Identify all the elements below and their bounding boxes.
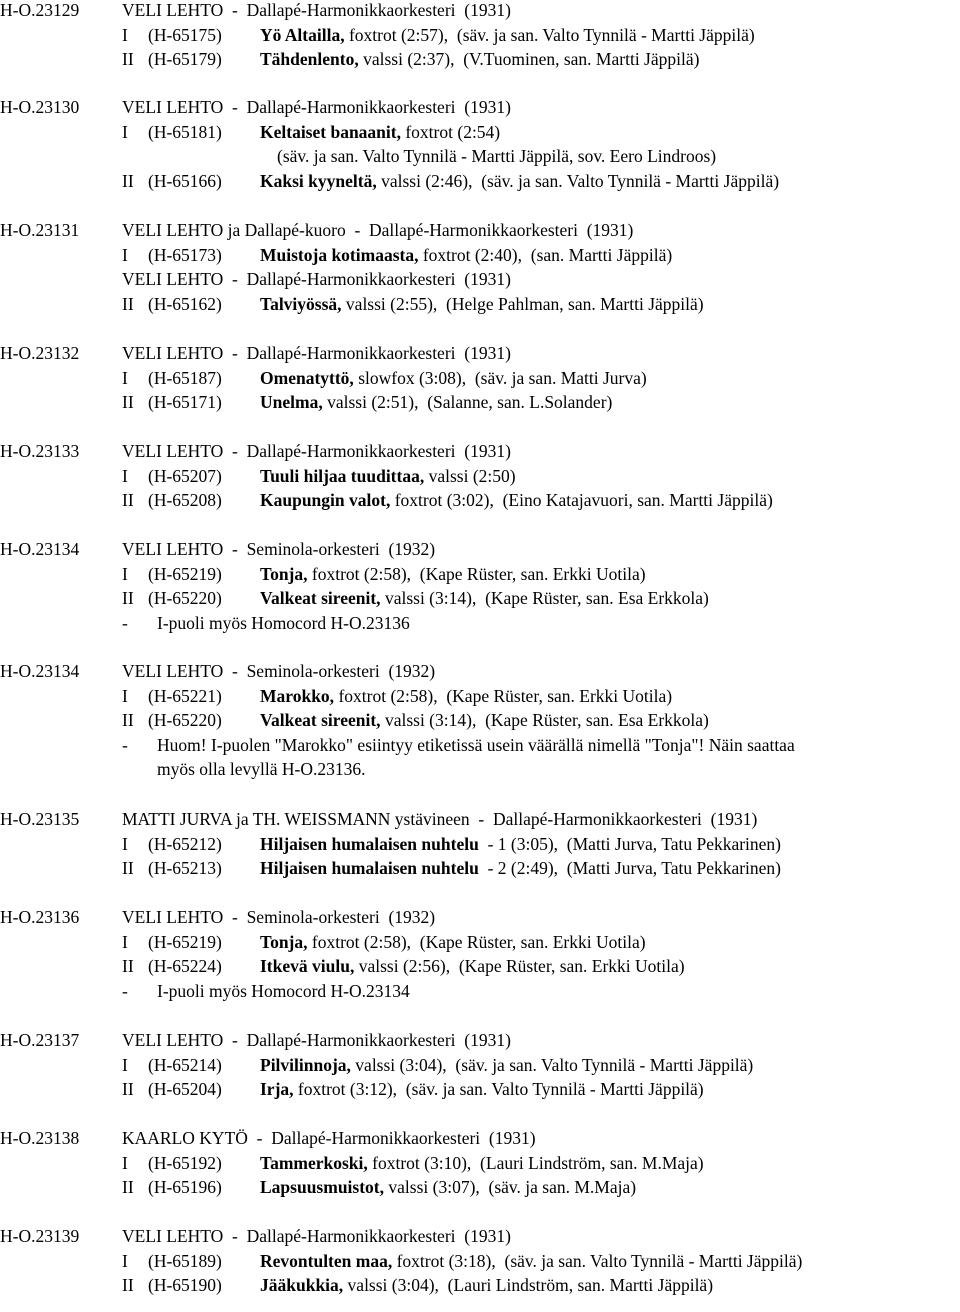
song-title: Tonja, [260,931,308,952]
side-label: II [122,1177,134,1198]
artist-orchestra: VELI LEHTO - Dallapé-Harmonikkaorkesteri (1931) [122,1030,511,1050]
song-details [260,832,781,857]
song-title: Unelma, [260,392,323,413]
side-row [0,856,960,881]
side-row [0,586,960,611]
song-details [260,1273,713,1298]
song-credits: (säv. ja san. Valto Tynnilä - Martti Jäppilä, sov. Eero Lindroos) [277,146,717,167]
catalog-number: H-O.23135 [0,809,80,829]
side-row [0,562,960,587]
song-info: foxtrot (3:10), (Lauri Lindström, san. M.Maja) [367,1152,704,1173]
matrix-number: (H-65162) [148,293,222,314]
side-label: II [122,49,134,70]
side-row [0,832,960,857]
side-row [0,1053,960,1078]
note-row [0,733,960,758]
entry-header-row [0,537,960,562]
matrix-number: (H-65220) [148,588,222,609]
matrix-number: (H-65213) [148,858,222,879]
song-details [260,930,646,955]
song-info: foxtrot (3:02), (Eino Katajavuori, san. Martti Jäppilä) [390,490,773,511]
side-label: I [122,563,128,584]
song-info: foxtrot (2:58), (Kape Rüster, san. Erkki Uotila) [307,931,646,952]
side-row [0,464,960,489]
song-title: Irja, [260,1079,294,1100]
entry-header-row [0,0,960,23]
side-label: II [122,490,134,511]
song-details [260,464,516,489]
side-label: I [122,24,128,45]
entry-header-row [0,341,960,366]
catalog-number: H-O.23137 [0,1030,80,1050]
side-label: II [122,858,134,879]
entry-header-row [0,95,960,120]
side-label: II [122,588,134,609]
side-label: I [122,244,128,265]
song-info: foxtrot (2:58), (Kape Rüster, san. Erkki Uotila) [307,563,646,584]
matrix-number: (H-65189) [148,1250,222,1271]
song-details [260,684,672,709]
song-title: Keltaiset banaanit, [260,121,401,142]
matrix-number: (H-65208) [148,490,222,511]
song-title: Muistoja kotimaasta, [260,244,419,265]
song-title: Tuuli hiljaa tuudittaa, [260,465,425,486]
song-info: valssi (3:14), (Kape Rüster, san. Esa Erkkola) [380,710,709,731]
side-row [0,47,960,72]
side-row [0,1273,960,1298]
side-label: I [122,685,128,706]
entry-header-row [0,439,960,464]
side-row [0,120,960,145]
matrix-number: (H-65166) [148,170,222,191]
catalog-number: H-O.23133 [0,441,80,461]
side-label: II [122,1275,134,1296]
catalog-number: H-O.23139 [0,1226,80,1246]
side-row [0,366,960,391]
song-details [260,169,779,194]
artist-orchestra: VELI LEHTO - Dallapé-Harmonikkaorkesteri (1931) [122,97,511,117]
song-info: valssi (3:04), (säv. ja san. Valto Tynnilä - Martti Jäppilä) [350,1054,754,1075]
song-info: valssi (2:51), (Salanne, san. L.Solander) [322,392,613,413]
artist-orchestra: VELI LEHTO ja Dallapé-kuoro - Dallapé-Harmonikkaorkesteri (1931) [122,220,634,240]
matrix-number: (H-65175) [148,24,222,45]
note-row [0,611,960,636]
note-row [0,757,960,782]
song-info: valssi (3:04), (Lauri Lindström, san. Martti Jäppilä) [343,1275,714,1296]
side-row [0,1151,960,1176]
artist-orchestra: MATTI JURVA ja TH. WEISSMANN ystävineen - Dallapé-Harmonikkaorkesteri (1931) [122,809,758,829]
side-row [0,292,960,317]
song-info: slowfox (3:08), (säv. ja san. Matti Jurva) [353,367,647,388]
song-title: Tonja, [260,563,308,584]
song-details [260,1249,802,1274]
song-title: Yö Altailla, [260,24,345,45]
song-title: Talviyössä, [260,293,342,314]
matrix-number: (H-65224) [148,956,222,977]
side-label: II [122,710,134,731]
entry-header-row [0,659,960,684]
artist-orchestra: VELI LEHTO - Seminola-orkesteri (1932) [122,907,436,927]
note-row [0,979,960,1004]
song-details [260,47,699,72]
side-row [0,954,960,979]
entry-header-row [0,807,960,832]
song-info: valssi (2:50) [424,465,516,486]
side-row [0,1249,960,1274]
note-dash: - [122,734,128,755]
entry-header-row [0,1126,960,1151]
side-label: I [122,1054,128,1075]
song-title: Tammerkoski, [260,1152,368,1173]
side-label: I [122,465,128,486]
side-row [0,390,960,415]
song-title: Valkeat sireenit, [260,588,381,609]
song-details [260,390,612,415]
song-details [260,1077,704,1102]
song-details [260,292,704,317]
matrix-number: (H-65207) [148,465,222,486]
note-text: Huom! I-puolen "Marokko" esiintyy etiketissä usein väärällä nimellä "Tonja"! Näin saattaa [157,734,795,755]
catalog-number: H-O.23132 [0,343,80,363]
song-details [260,23,755,48]
artist-orchestra: VELI LEHTO - Dallapé-Harmonikkaorkesteri (1931) [122,0,511,20]
side-label: I [122,1152,128,1173]
matrix-number: (H-65192) [148,1152,222,1173]
matrix-number: (H-65219) [148,931,222,952]
song-title: Lapsuusmuistot, [260,1177,385,1198]
matrix-number: (H-65171) [148,392,222,413]
song-details [260,488,773,513]
catalog-number: H-O.23138 [0,1128,80,1148]
song-details [260,120,500,145]
song-info: valssi (3:14), (Kape Rüster, san. Esa Erkkola) [380,588,709,609]
side-row [0,488,960,513]
song-info: foxtrot (2:54) [400,121,501,142]
note-dash: - [122,612,128,633]
song-title: Tähdenlento, [260,49,359,70]
catalog-number: H-O.23131 [0,220,80,240]
side-row [0,930,960,955]
song-title: Hiljaisen humalaisen nuhtelu [260,858,479,879]
song-title: Marokko, [260,685,335,706]
song-info: foxtrot (2:58), (Kape Rüster, san. Erkki Uotila) [334,685,673,706]
matrix-number: (H-65221) [148,685,222,706]
song-info: valssi (2:55), (Helge Pahlman, san. Martti Jäppilä) [341,293,704,314]
song-details [260,586,709,611]
matrix-number: (H-65173) [148,244,222,265]
song-details [260,708,709,733]
song-title: Kaksi kyyneltä, [260,170,377,191]
side-row [0,169,960,194]
catalog-number: H-O.23134 [0,539,80,559]
song-info: foxtrot (3:12), (säv. ja san. Valto Tynnilä - Martti Jäppilä) [293,1079,704,1100]
entry-header-row [0,218,960,243]
song-info: - 1 (3:05), (Matti Jurva, Tatu Pekkarinen) [478,833,782,854]
matrix-number: (H-65190) [148,1275,222,1296]
matrix-number: (H-65179) [148,49,222,70]
song-title: Pilvilinnoja, [260,1054,351,1075]
side-label: I [122,931,128,952]
song-info: valssi (2:56), (Kape Rüster, san. Erkki Uotila) [354,956,685,977]
note-dash: - [122,980,128,1001]
song-title: Hiljaisen humalaisen nuhtelu [260,833,479,854]
artist-orchestra: VELI LEHTO - Dallapé-Harmonikkaorkesteri (1931) [122,1226,511,1246]
catalog-number: H-O.23136 [0,907,80,927]
side-row-continuation [0,144,960,169]
song-details [260,954,685,979]
note-text: I-puoli myös Homocord H-O.23134 [157,980,410,1001]
artist-orchestra: KAARLO KYTÖ - Dallapé-Harmonikkaorkesteri (1931) [122,1128,536,1148]
side-row [0,1077,960,1102]
song-title: Itkevä viulu, [260,956,355,977]
side-row [0,23,960,48]
song-info: foxtrot (3:18), (säv. ja san. Valto Tynnilä - Martti Jäppilä) [392,1250,803,1271]
side-row [0,708,960,733]
entry-subheader-row [0,267,960,292]
song-details [260,856,781,881]
side-label: II [122,293,134,314]
song-info: valssi (2:46), (säv. ja san. Valto Tynnilä - Martti Jäppilä) [376,170,780,191]
side-label: I [122,121,128,142]
side-row [0,1175,960,1200]
side-label: I [122,833,128,854]
note-text: myös olla levyllä H-O.23136. [157,759,366,780]
song-title: Jääkukkia, [260,1275,344,1296]
song-info: foxtrot (2:57), (säv. ja san. Valto Tynnilä - Martti Jäppilä) [344,24,755,45]
artist-orchestra: VELI LEHTO - Dallapé-Harmonikkaorkesteri (1931) [122,343,511,363]
matrix-number: (H-65219) [148,563,222,584]
catalog-number: H-O.23129 [0,0,80,20]
side-label: II [122,392,134,413]
catalog-number: H-O.23134 [0,661,80,681]
song-title: Kaupungin valot, [260,490,391,511]
song-info: foxtrot (2:40), (san. Martti Jäppilä) [418,244,673,265]
song-details [260,243,672,268]
song-info: - 2 (2:49), (Matti Jurva, Tatu Pekkarinen) [478,858,782,879]
side-row [0,684,960,709]
song-details [260,1151,704,1176]
matrix-number: (H-65196) [148,1177,222,1198]
matrix-number: (H-65204) [148,1079,222,1100]
entry-header-row [0,905,960,930]
side-label: II [122,170,134,191]
song-info: valssi (3:07), (säv. ja san. M.Maja) [384,1177,637,1198]
song-title: Valkeat sireenit, [260,710,381,731]
side-label: II [122,956,134,977]
entry-header-row [0,1028,960,1053]
song-details [260,562,646,587]
song-details [260,366,647,391]
side-row [0,243,960,268]
catalog-number: H-O.23130 [0,97,80,117]
song-info: valssi (2:37), (V.Tuominen, san. Martti Jäppilä) [358,49,700,70]
matrix-number: (H-65214) [148,1054,222,1075]
song-title: Omenatyttö, [260,367,354,388]
artist-orchestra: VELI LEHTO - Dallapé-Harmonikkaorkesteri (1931) [122,441,511,461]
matrix-number: (H-65181) [148,121,222,142]
artist-orchestra: VELI LEHTO - Dallapé-Harmonikkaorkesteri (1931) [122,269,511,290]
matrix-number: (H-65212) [148,833,222,854]
song-title: Revontulten maa, [260,1250,393,1271]
side-label: II [122,1079,134,1100]
side-label: I [122,367,128,388]
side-label: I [122,1250,128,1271]
note-text: I-puoli myös Homocord H-O.23136 [157,612,410,633]
artist-orchestra: VELI LEHTO - Seminola-orkesteri (1932) [122,539,436,559]
song-details [260,1053,753,1078]
artist-orchestra: VELI LEHTO - Seminola-orkesteri (1932) [122,661,436,681]
matrix-number: (H-65187) [148,367,222,388]
song-details [260,1175,636,1200]
matrix-number: (H-65220) [148,710,222,731]
entry-header-row [0,1224,960,1249]
